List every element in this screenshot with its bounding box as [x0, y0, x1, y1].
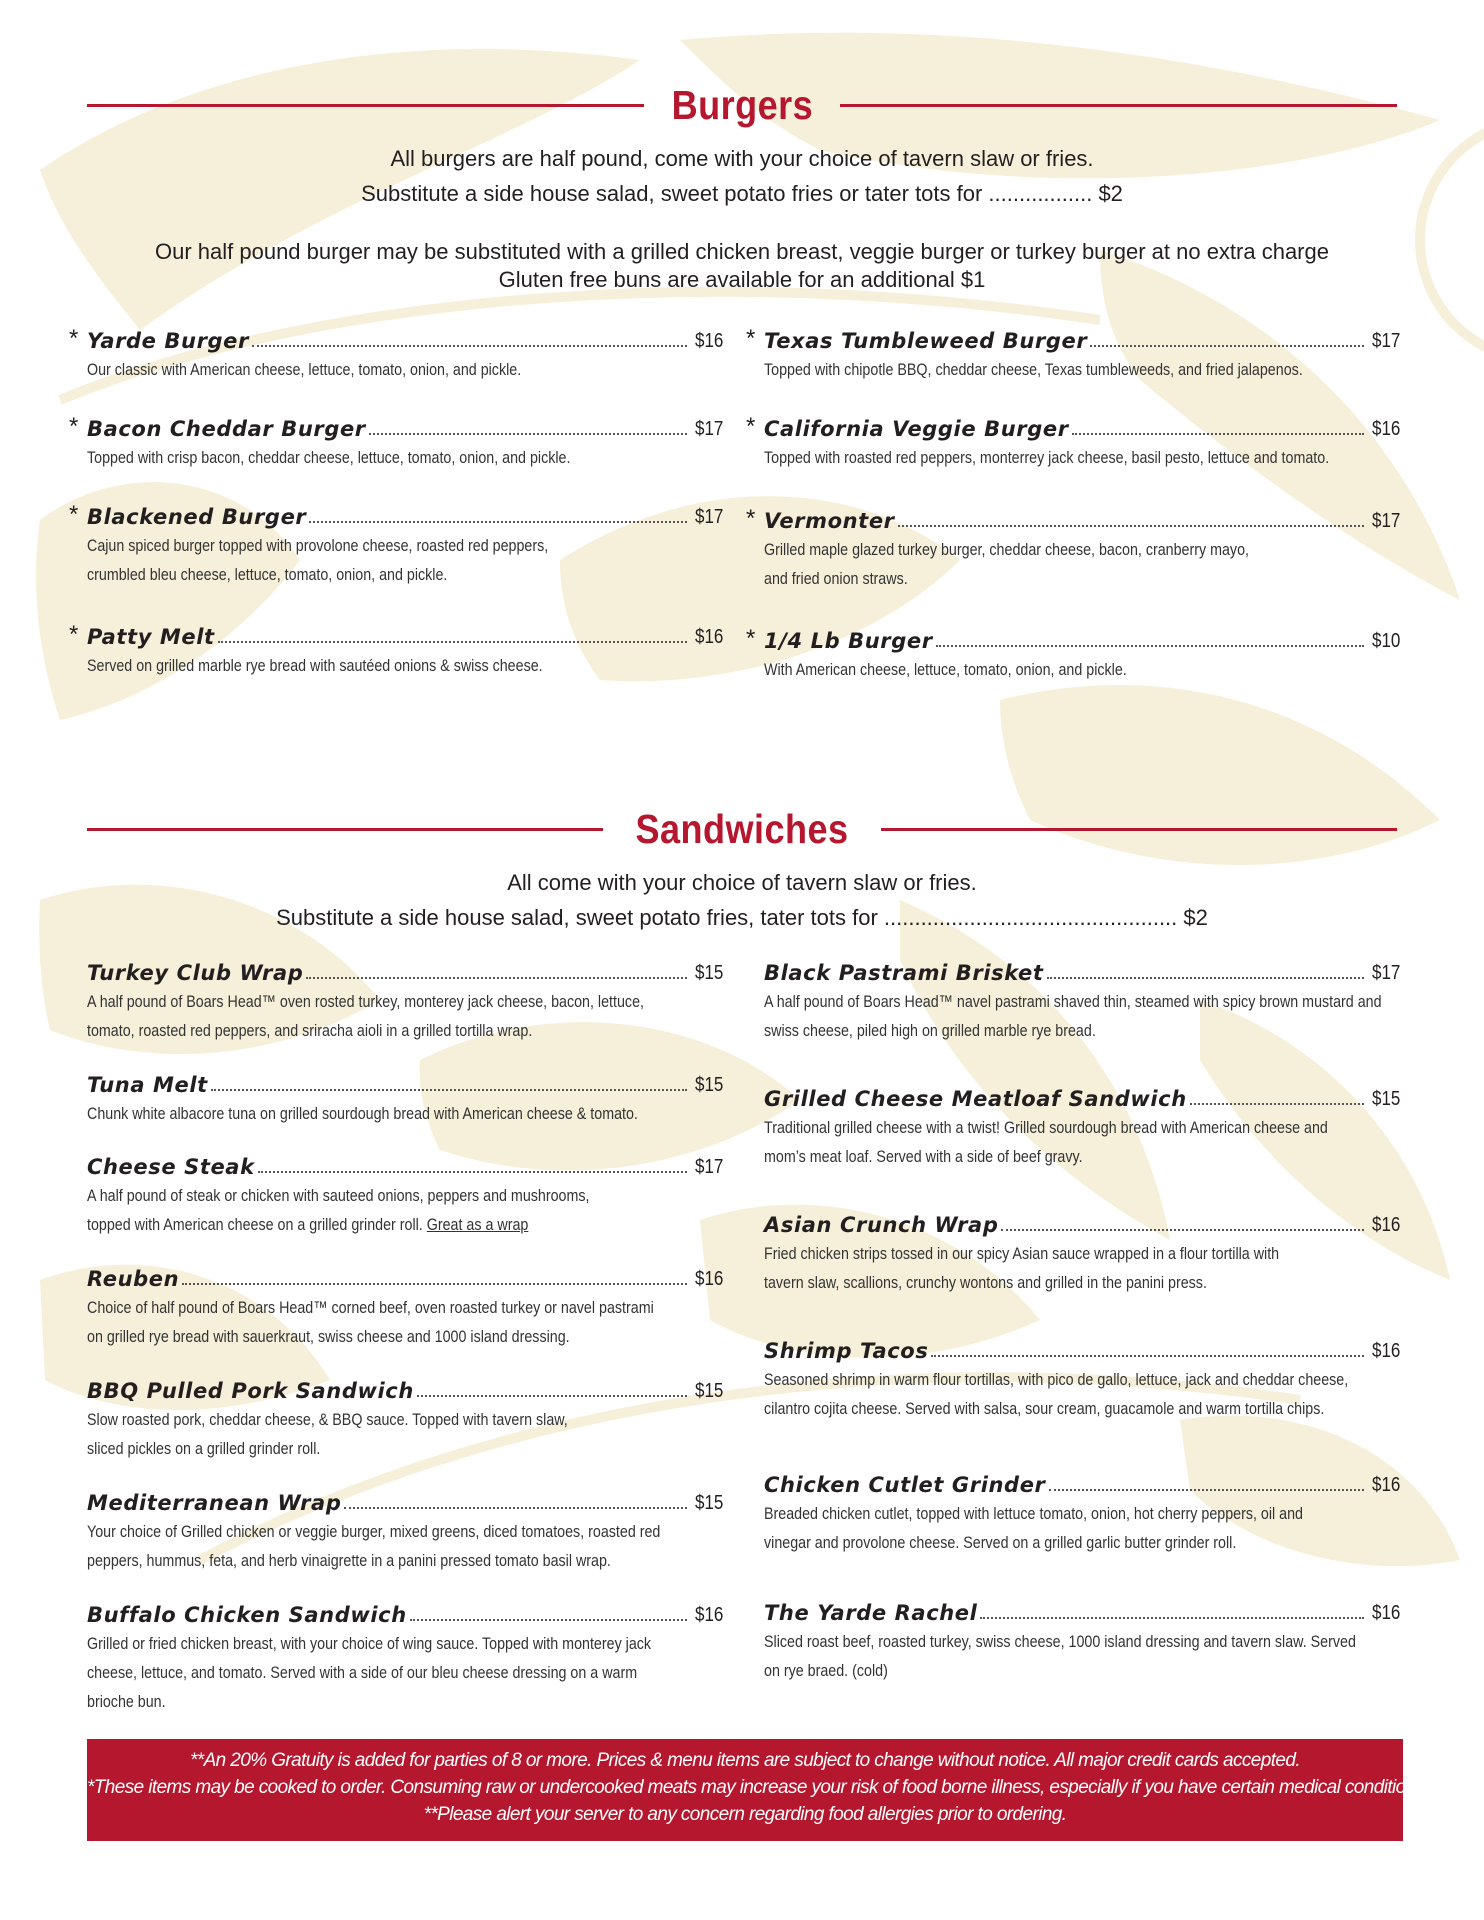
menu-item-description — [87, 355, 709, 384]
menu-item-price: $17 — [1371, 962, 1400, 984]
sandwiches-intro — [87, 868, 1397, 932]
menu-item-reuben — [87, 1263, 723, 1351]
description-line: on rye braed. (cold) — [764, 1661, 888, 1680]
menu-item-name: Chicken Cutlet Grinder — [764, 1473, 1046, 1497]
dot-leader — [898, 525, 1364, 527]
menu-item-description — [87, 987, 709, 1045]
menu-item-description — [87, 1405, 709, 1463]
dot-leader — [218, 641, 687, 643]
description-line: vinegar and provolone cheese. Served on a grilled garlic butter grinder roll. — [764, 1533, 1237, 1552]
menu-item-price: $16 — [694, 330, 723, 352]
menu-item-price: $15 — [694, 1074, 723, 1096]
menu-item-price: $17 — [694, 506, 723, 528]
menu-item-name: Blackened Burger — [87, 505, 307, 529]
menu-item-header — [746, 625, 1400, 653]
description-line: and fried onion straws. — [764, 569, 908, 588]
menu-item-header — [764, 1083, 1400, 1111]
menu-item-price: $10 — [1371, 630, 1400, 652]
menu-item-price: $17 — [694, 1156, 723, 1178]
description-line: Topped with crisp bacon, cheddar cheese, lettuce, tomato, onion, and pickle. — [87, 448, 571, 467]
menu-item-description — [87, 1517, 709, 1575]
menu-item-name: Asian Crunch Wrap — [764, 1213, 999, 1237]
menu-item-price: $16 — [694, 626, 723, 648]
burgers-intro — [87, 144, 1397, 208]
dot-leader — [258, 1171, 687, 1173]
menu-item-price: $17 — [1371, 510, 1400, 532]
menu-item-price: $16 — [1371, 418, 1400, 440]
dot-leader — [1001, 1229, 1363, 1231]
menu-item-name: Reuben — [87, 1267, 180, 1291]
cooked-to-order-asterisk: * — [69, 413, 79, 440]
menu-item-yarde-burger — [69, 325, 723, 384]
menu-item-name: 1/4 Lb Burger — [764, 629, 933, 653]
description-line: A half pound of Boars Head™ navel pastrami shaved thin, steamed with spicy brown mustard and — [764, 992, 1382, 1011]
menu-item-description — [764, 1239, 1386, 1297]
menu-item-name: Cheese Steak — [87, 1155, 255, 1179]
menu-item-grilled-cheese-meatloaf-sandwich — [764, 1083, 1400, 1171]
burgers-intro-line: Substitute a side house salad, sweet potato fries or tater tots for ................. $2 — [361, 181, 1123, 206]
menu-item-description — [87, 1293, 709, 1351]
dot-leader — [369, 433, 687, 435]
dot-leader — [936, 645, 1364, 647]
menu-item-header — [764, 1335, 1400, 1363]
menu-item-name: Grilled Cheese Meatloaf Sandwich — [764, 1087, 1187, 1111]
menu-item-texas-tumbleweed-burger — [746, 325, 1400, 384]
menu-item-header — [69, 413, 723, 441]
cooked-to-order-asterisk: * — [69, 501, 79, 528]
menu-item-header — [746, 413, 1400, 441]
menu-item-bbq-pulled-pork-sandwich — [87, 1375, 723, 1463]
menu-item-price: $16 — [1371, 1214, 1400, 1236]
dot-leader — [980, 1617, 1363, 1619]
menu-item-header — [87, 1069, 723, 1097]
menu-item-name: BBQ Pulled Pork Sandwich — [87, 1379, 414, 1403]
burgers-title: Burgers — [671, 82, 813, 128]
menu-item-asian-crunch-wrap — [764, 1209, 1400, 1297]
description-line: peppers, hummus, feta, and herb vinaigrette in a panini pressed tomato basil wrap. — [87, 1551, 611, 1570]
menu-item-header — [87, 1487, 723, 1515]
menu-item-description — [764, 1627, 1386, 1685]
cooked-to-order-asterisk: * — [746, 625, 756, 652]
menu-item-price: $15 — [694, 1492, 723, 1514]
sandwiches-intro-line: All come with your choice of tavern slaw or fries. — [507, 870, 977, 895]
description-line: Seasoned shrimp in warm flour tortillas, with pico de gallo, lettuce, jack and cheddar cheese, — [764, 1370, 1349, 1389]
description-line: Fried chicken strips tossed in our spicy Asian sauce wrapped in a flour tortilla with — [764, 1244, 1280, 1263]
dot-leader — [1072, 433, 1364, 435]
menu-item-price: $15 — [694, 1380, 723, 1402]
description-line: mom’s meat loaf. Served with a side of beef gravy. — [764, 1147, 1083, 1166]
dot-leader — [211, 1089, 687, 1091]
menu-item-header — [764, 1597, 1400, 1625]
menu-item-description — [764, 443, 1386, 472]
menu-item-description — [87, 1099, 709, 1128]
description-line: Sliced roast beef, roasted turkey, swiss cheese, 1000 island dressing and tavern slaw. Served — [764, 1632, 1356, 1651]
menu-item-description — [764, 535, 1386, 593]
dot-leader — [182, 1283, 686, 1285]
description-line: Traditional grilled cheese with a twist! Grilled sourdough bread with American cheese and — [764, 1118, 1328, 1137]
description-line: on grilled rye bread with sauerkraut, swiss cheese and 1000 island dressing. — [87, 1327, 570, 1346]
dot-leader — [306, 977, 686, 979]
menu-item-black-pastrami-brisket — [764, 957, 1400, 1045]
menu-item-cheese-steak — [87, 1151, 723, 1239]
menu-item-header — [87, 1151, 723, 1179]
menu-item-description — [764, 987, 1386, 1045]
menu-item-name: The Yarde Rachel — [764, 1601, 978, 1625]
description-line: sliced pickles on a grilled grinder roll. — [87, 1439, 321, 1458]
dot-leader — [1049, 1489, 1364, 1491]
header-rule-left — [87, 104, 644, 107]
menu-item-price: $17 — [1371, 330, 1400, 352]
menu-item-description — [87, 1629, 709, 1716]
menu-item-name: Mediterranean Wrap — [87, 1491, 342, 1515]
menu-item-the-yarde-rachel — [764, 1597, 1400, 1685]
description-line: brioche bun. — [87, 1692, 166, 1711]
menu-item-price: $16 — [694, 1604, 723, 1626]
menu-item-description — [87, 443, 709, 472]
description-line: Topped with chipotle BBQ, cheddar cheese, Texas tumbleweeds, and fried jalapenos. — [764, 360, 1303, 379]
footer-gratuity-note: **An 20% Gratuity is added for parties of 8 or more. Prices & menu items are subject to change without notice. All major credit cards accepted. — [189, 1750, 1300, 1771]
menu-item-description — [87, 1181, 709, 1239]
menu-item-header — [87, 1375, 723, 1403]
menu-item-name: Black Pastrami Brisket — [764, 961, 1044, 985]
dot-leader — [417, 1395, 687, 1397]
menu-item-price: $17 — [694, 418, 723, 440]
menu-item-mediterranean-wrap — [87, 1487, 723, 1575]
cooked-to-order-asterisk: * — [746, 505, 756, 532]
footer-allergy-note: **Please alert your server to any concern regarding food allergies prior to ordering. — [423, 1804, 1067, 1825]
burgers-intro-line: All burgers are half pound, come with your choice of tavern slaw or fries. — [390, 146, 1094, 171]
menu-item-tuna-melt — [87, 1069, 723, 1128]
menu-item-header — [746, 325, 1400, 353]
dot-leader — [1047, 977, 1364, 979]
menu-item-shrimp-tacos — [764, 1335, 1400, 1423]
menu-item-bacon-cheddar-burger — [69, 413, 723, 472]
dot-leader — [344, 1507, 686, 1509]
header-rule-right — [881, 828, 1397, 831]
cooked-to-order-asterisk: * — [69, 621, 79, 648]
dot-leader — [309, 521, 686, 523]
cooked-to-order-asterisk: * — [746, 325, 756, 352]
menu-item-description — [764, 655, 1386, 684]
dot-leader — [252, 345, 687, 347]
header-rule-right — [840, 104, 1397, 107]
menu-item-description — [87, 531, 709, 589]
menu-item-price: $16 — [1371, 1474, 1400, 1496]
footer-cooked-to-order-note: *These items may be cooked to order. Consuming raw or undercooked meats may increase your risk of food borne illness, especially if you have certain medical conditions. — [87, 1777, 1430, 1798]
menu-item-description — [764, 355, 1386, 384]
burgers-header — [87, 82, 1397, 129]
description-line: tomato, roasted red peppers, and sriracha aioli in a grilled tortilla wrap. — [87, 1021, 533, 1040]
menu-item-header — [69, 621, 723, 649]
menu-item-california-veggie-burger — [746, 413, 1400, 472]
menu-item-header — [87, 1599, 723, 1627]
menu-item-price: $15 — [1371, 1088, 1400, 1110]
menu-item-turkey-club-wrap — [87, 957, 723, 1045]
menu-item-description — [764, 1365, 1386, 1423]
menu-item-header — [746, 505, 1400, 533]
description-line: tavern slaw, scallions, crunchy wontons and grilled in the panini press. — [764, 1273, 1207, 1292]
header-rule-left — [87, 828, 603, 831]
menu-item-price: $16 — [1371, 1340, 1400, 1362]
description-text: topped with American cheese on a grilled grinder roll. — [87, 1215, 423, 1234]
menu-item-price: $16 — [1371, 1602, 1400, 1624]
menu-item-name: Yarde Burger — [87, 329, 249, 353]
description-line: Served on grilled marble rye bread with sautéed onions & swiss cheese. — [87, 656, 543, 675]
dot-leader — [931, 1355, 1363, 1357]
sandwiches-intro-line: Substitute a side house salad, sweet potato fries, tater tots for ................................................ $2 — [276, 905, 1208, 930]
burgers-intro-line: Our half pound burger may be substituted with a grilled chicken breast, veggie burger or turkey burger at no extra charge — [155, 239, 1329, 264]
description-line: cheese, lettuce, and tomato. Served with a side of our bleu cheese dressing on a warm — [87, 1663, 638, 1682]
menu-item-header — [87, 957, 723, 985]
menu-item-name: Patty Melt — [87, 625, 215, 649]
description-line-with-note — [87, 1210, 709, 1239]
sandwiches-header — [87, 806, 1397, 853]
description-line: Slow roasted pork, cheddar cheese, & BBQ sauce. Topped with tavern slaw, — [87, 1410, 568, 1429]
wrap-option-note: Great as a wrap — [426, 1215, 529, 1234]
menu-item-header — [69, 501, 723, 529]
menu-item-name: Shrimp Tacos — [764, 1339, 929, 1363]
burgers-intro-line: Gluten free buns are available for an additional $1 — [498, 267, 986, 292]
description-line: Grilled maple glazed turkey burger, cheddar cheese, bacon, cranberry mayo, — [764, 540, 1249, 559]
description-line: Our classic with American cheese, lettuce, tomato, onion, and pickle. — [87, 360, 522, 379]
menu-item-name: California Veggie Burger — [764, 417, 1069, 441]
menu-item-header — [764, 957, 1400, 985]
footer-disclaimer-banner — [87, 1739, 1430, 1841]
menu-item-name: Tuna Melt — [87, 1073, 208, 1097]
description-line: Chunk white albacore tuna on grilled sourdough bread with American cheese & tomato. — [87, 1104, 638, 1123]
burgers-substitution-note — [87, 238, 1397, 294]
description-line: swiss cheese, piled high on grilled marble rye bread. — [764, 1021, 1096, 1040]
menu-item-name: Turkey Club Wrap — [87, 961, 304, 985]
menu-item-description — [87, 651, 709, 680]
menu-item-description — [764, 1499, 1386, 1557]
description-line: A half pound of Boars Head™ oven rosted turkey, monterey jack cheese, bacon, lettuce, — [87, 992, 644, 1011]
menu-item-name: Bacon Cheddar Burger — [87, 417, 366, 441]
menu-item-header — [764, 1469, 1400, 1497]
menu-item-header — [764, 1209, 1400, 1237]
menu-item-vermonter — [746, 505, 1400, 593]
dot-leader — [410, 1619, 687, 1621]
menu-item-header — [69, 325, 723, 353]
menu-item-chicken-cutlet-grinder — [764, 1469, 1400, 1557]
sandwiches-title: Sandwiches — [635, 806, 849, 852]
menu-item-buffalo-chicken-sandwich — [87, 1599, 723, 1716]
menu-item-price: $16 — [694, 1268, 723, 1290]
cooked-to-order-asterisk: * — [69, 325, 79, 352]
menu-item-header — [87, 1263, 723, 1291]
menu-item-1-4-lb-burger — [746, 625, 1400, 684]
dot-leader — [1190, 1103, 1364, 1105]
menu-item-name: Buffalo Chicken Sandwich — [87, 1603, 407, 1627]
menu-item-patty-melt — [69, 621, 723, 680]
description-line: Topped with roasted red peppers, monterrey jack cheese, basil pesto, lettuce and tomato. — [764, 448, 1330, 467]
menu-item-description — [764, 1113, 1386, 1171]
description-line: Breaded chicken cutlet, topped with lettuce tomato, onion, hot cherry peppers, oil and — [764, 1504, 1304, 1523]
description-line: A half pound of steak or chicken with sauteed onions, peppers and mushrooms, — [87, 1186, 590, 1205]
cooked-to-order-asterisk: * — [746, 413, 756, 440]
description-line: With American cheese, lettuce, tomato, onion, and pickle. — [764, 660, 1127, 679]
description-line: Choice of half pound of Boars Head™ corned beef, oven roasted turkey or navel pastrami — [87, 1298, 654, 1317]
description-line: crumbled bleu cheese, lettuce, tomato, onion, and pickle. — [87, 565, 448, 584]
description-line: Cajun spiced burger topped with provolone cheese, roasted red peppers, — [87, 536, 549, 555]
menu-item-name: Vermonter — [764, 509, 895, 533]
menu-item-name: Texas Tumbleweed Burger — [764, 329, 1088, 353]
dot-leader — [1090, 345, 1363, 347]
description-line: cilantro cojita cheese. Served with salsa, sour cream, guacamole and warm tortilla chips. — [764, 1399, 1325, 1418]
description-line: Grilled or fried chicken breast, with your choice of wing sauce. Topped with monterey jack — [87, 1634, 652, 1653]
description-line: Your choice of Grilled chicken or veggie burger, mixed greens, diced tomatoes, roasted red — [87, 1522, 661, 1541]
menu-item-price: $15 — [694, 962, 723, 984]
menu-item-blackened-burger — [69, 501, 723, 589]
